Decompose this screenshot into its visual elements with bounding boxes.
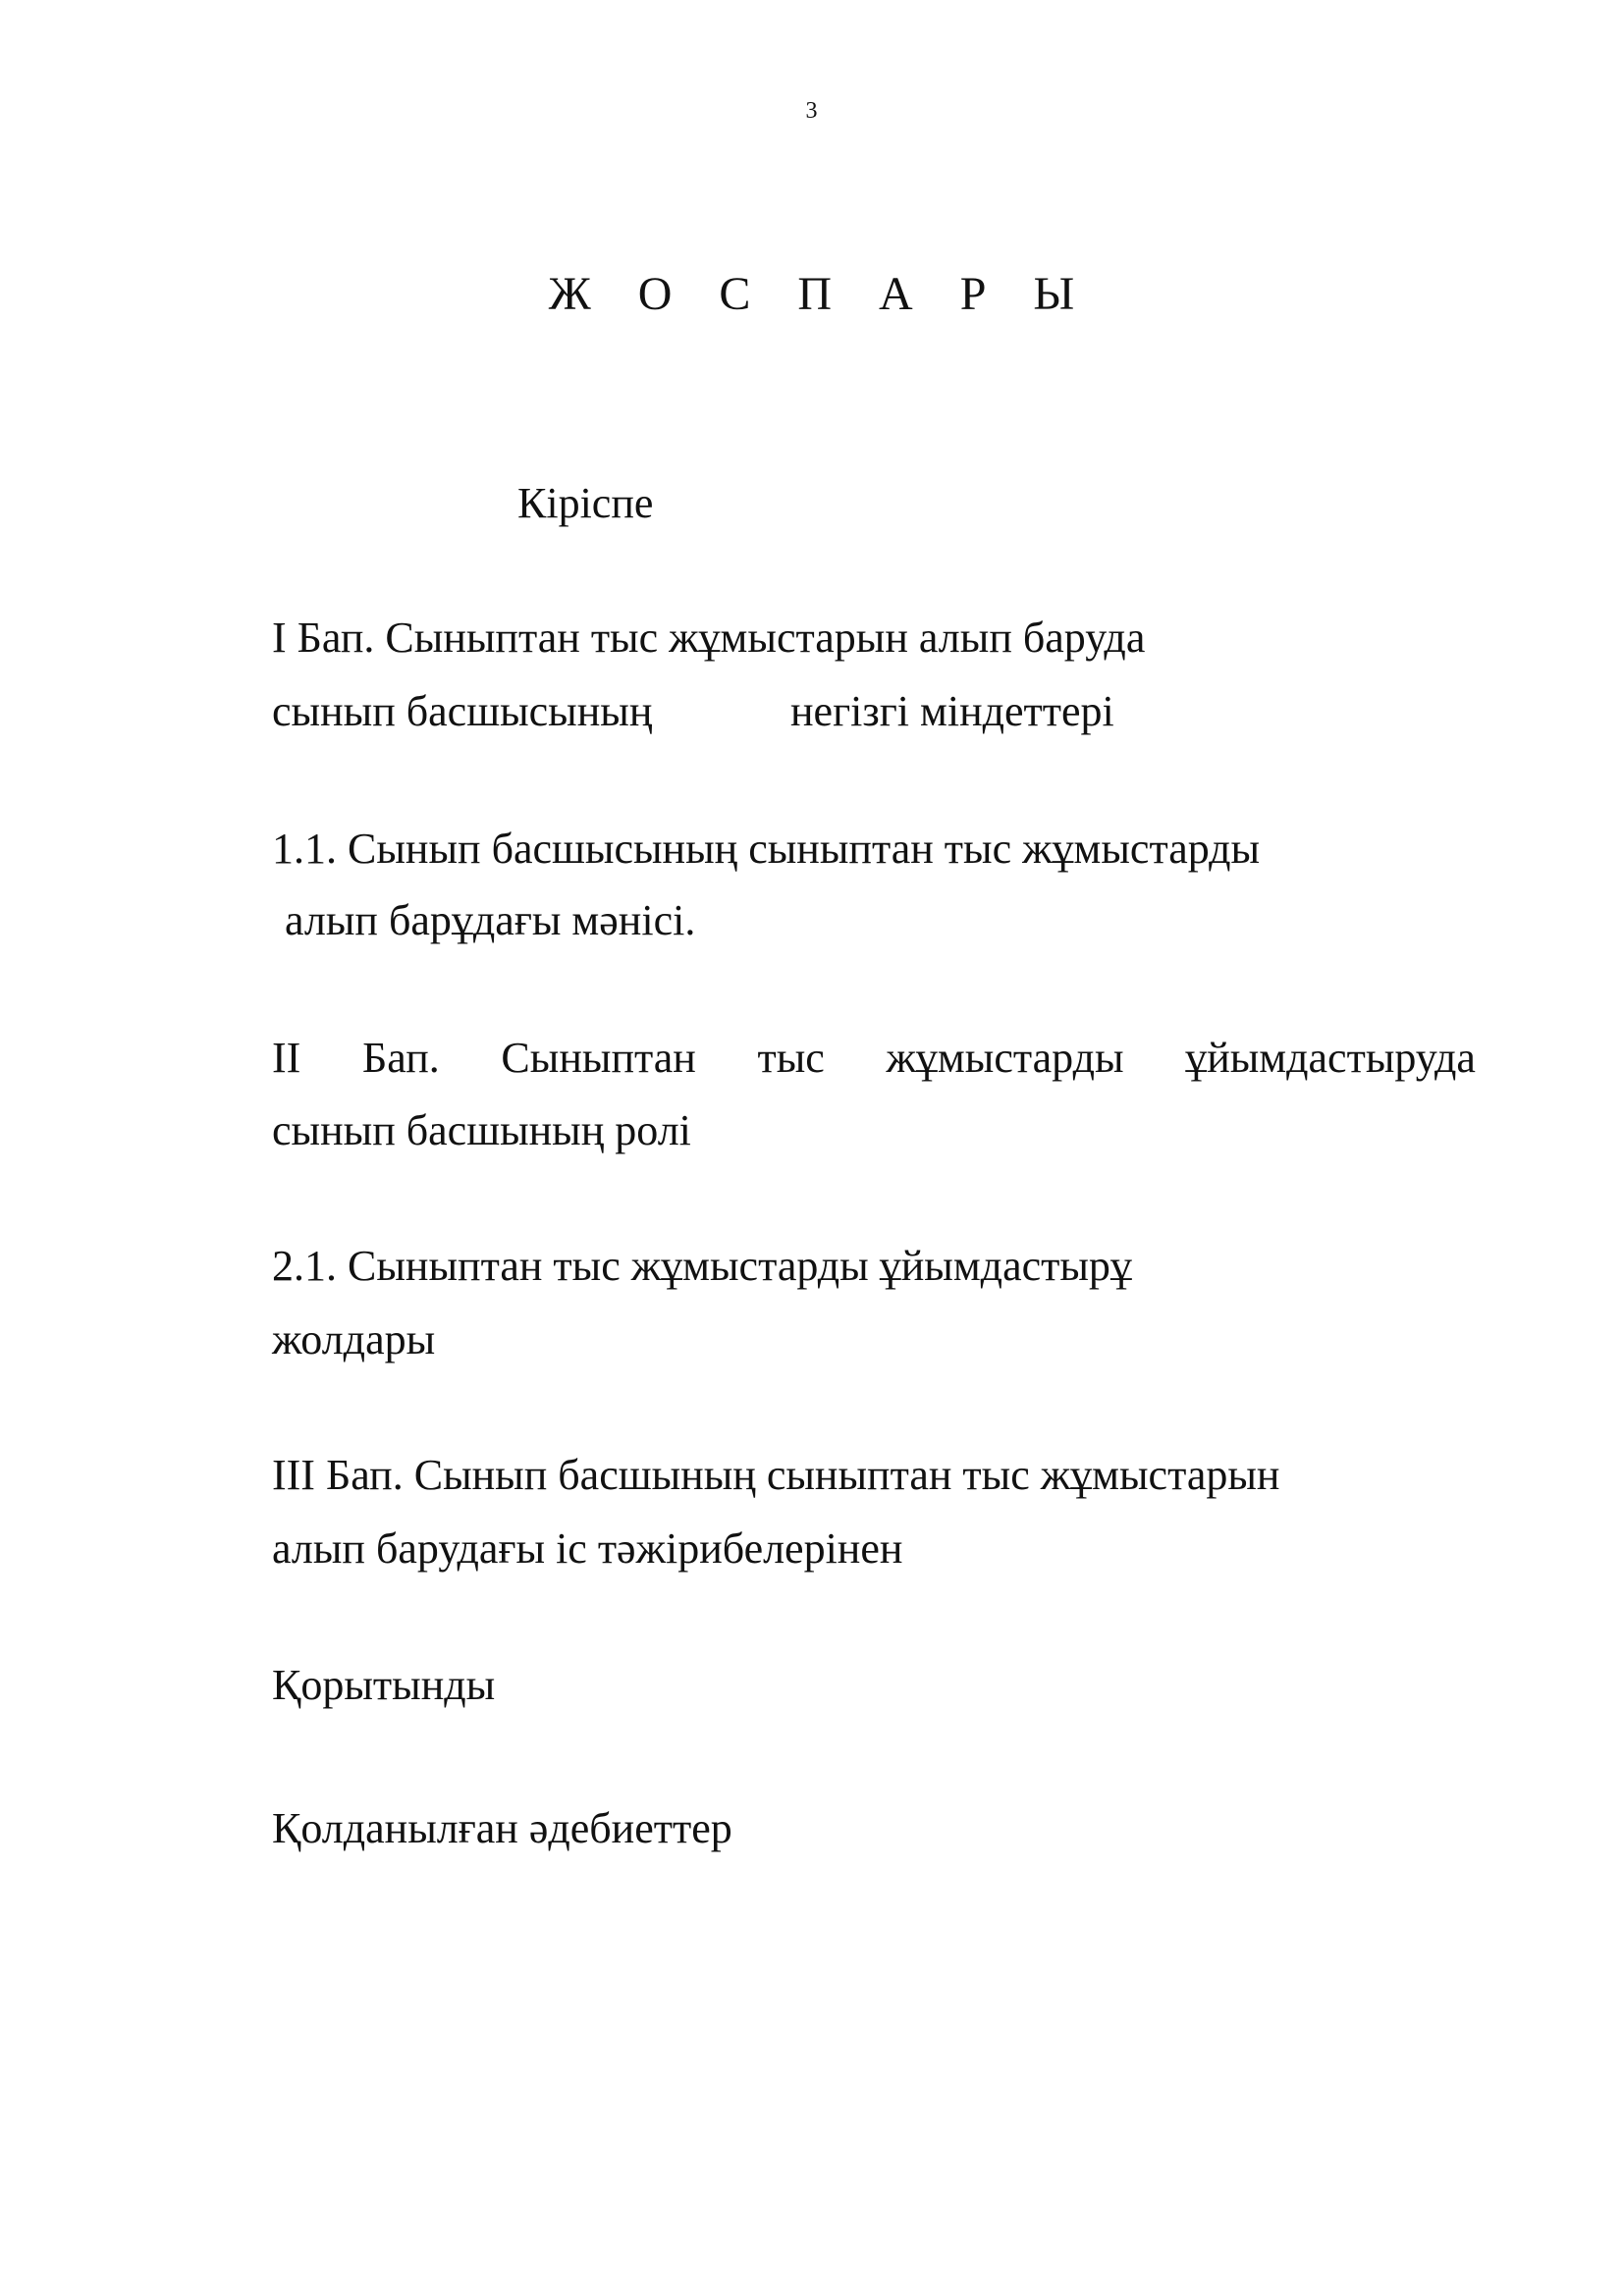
toc-chapter2-word: II <box>272 1034 301 1082</box>
toc-chapter2-word: тыс <box>757 1034 825 1082</box>
toc-chapter2-word: Бап. <box>361 1034 440 1082</box>
toc-chapter1-line1: I Бап. Сыныптан тыс жұмыстарын алып баруда <box>272 614 1146 662</box>
toc-chapter2-word: Сыныптан <box>501 1034 696 1082</box>
page-title: Ж О С П А Р Ы <box>548 268 1093 320</box>
toc-chapter3-line2: алып барудағы іс тәжірибелерінен <box>272 1524 903 1573</box>
toc-chapter2-word: жұмыстарды <box>886 1034 1124 1082</box>
toc-chapter2-word: ұйымдастыруда <box>1185 1034 1476 1082</box>
toc-chapter1-line2b: негізгі міндеттері <box>790 687 1114 735</box>
toc-section-2-1-line2: жолдары <box>272 1315 436 1363</box>
toc-section-2-1-line1: 2.1. Сыныптан тыс жұмыстарды ұйымдастырұ <box>272 1242 1132 1290</box>
toc-chapter2-line2: сынып басшының ролі <box>272 1106 691 1154</box>
toc-references: Қолданылған әдебиеттер <box>272 1804 732 1852</box>
toc-intro: Кіріспе <box>517 479 654 527</box>
toc-chapter3-line1: III Бап. Сынып басшының сыныптан тыс жұмыстарын <box>272 1451 1280 1499</box>
toc-section-1-1-line2: алып барұдағы мәнісі. <box>285 896 696 944</box>
toc-conclusion: Қорытынды <box>272 1661 496 1709</box>
toc-section-1-1-line1: 1.1. Сынып басшысының сыныптан тыс жұмыстарды <box>272 825 1261 873</box>
page-number: 3 <box>805 98 818 124</box>
toc-chapter1-line2a: сынып басшысының <box>272 687 653 735</box>
toc-chapter2-line1 <box>272 1034 1476 1084</box>
